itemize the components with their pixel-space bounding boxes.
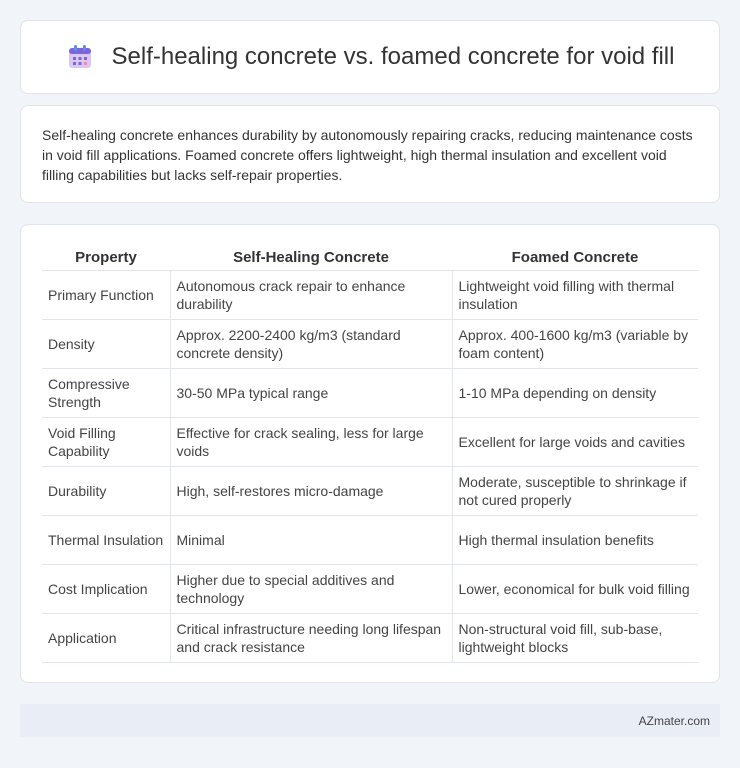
property-cell: Thermal Insulation <box>42 515 170 564</box>
property-cell: Void Filling Capability <box>42 417 170 466</box>
property-cell: Application <box>42 613 170 662</box>
intro-text: Self-healing concrete enhances durability by autonomously repairing cracks, reducing maintenance costs in void fill applications. Foamed concrete offers lightweight, high thermal insulation and excellent void filling capabilities but lacks self-repair properties. <box>42 127 693 183</box>
page-title: Self-healing concrete vs. foamed concrete for void fill <box>111 43 675 70</box>
foamed-cell: Approx. 400-1600 kg/m3 (variable by foam content) <box>452 319 698 368</box>
table-row <box>42 564 698 613</box>
self-healing-cell: High, self-restores micro-damage <box>170 466 452 515</box>
property-cell: Cost Implication <box>42 564 170 613</box>
column-header-self-healing: Self-Healing Concrete <box>170 245 452 270</box>
self-healing-cell: Critical infrastructure needing long lifespan and crack resistance <box>170 613 452 662</box>
table-row <box>42 417 698 466</box>
calendar-icon <box>66 43 94 71</box>
self-healing-cell: Approx. 2200-2400 kg/m3 (standard concrete density) <box>170 319 452 368</box>
property-cell: Primary Function <box>42 270 170 319</box>
self-healing-cell: Higher due to special additives and technology <box>170 564 452 613</box>
property-cell: Compressive Strength <box>42 368 170 417</box>
property-cell: Density <box>42 319 170 368</box>
foamed-cell: High thermal insulation benefits <box>452 515 698 564</box>
table-row <box>42 270 698 319</box>
footer <box>20 704 720 737</box>
property-cell: Durability <box>42 466 170 515</box>
column-header-property: Property <box>42 245 170 270</box>
foamed-cell: Lightweight void filling with thermal insulation <box>452 270 698 319</box>
self-healing-cell: Autonomous crack repair to enhance durability <box>170 270 452 319</box>
table-row <box>42 466 698 515</box>
self-healing-cell: Minimal <box>170 515 452 564</box>
table-row <box>42 613 698 662</box>
intro-card <box>20 105 720 203</box>
table-header-row <box>42 245 698 270</box>
title-card <box>20 20 720 94</box>
table-card <box>20 224 720 683</box>
table-row <box>42 319 698 368</box>
foamed-cell: Excellent for large voids and cavities <box>452 417 698 466</box>
self-healing-cell: Effective for crack sealing, less for large voids <box>170 417 452 466</box>
self-healing-cell: 30-50 MPa typical range <box>170 368 452 417</box>
foamed-cell: Lower, economical for bulk void filling <box>452 564 698 613</box>
foamed-cell: 1-10 MPa depending on density <box>452 368 698 417</box>
comparison-table <box>42 245 698 663</box>
foamed-cell: Moderate, susceptible to shrinkage if not cured properly <box>452 466 698 515</box>
table-row <box>42 515 698 564</box>
foamed-cell: Non-structural void fill, sub-base, lightweight blocks <box>452 613 698 662</box>
column-header-foamed: Foamed Concrete <box>452 245 698 270</box>
footer-site-label: AZmater.com <box>638 713 710 728</box>
table-row <box>42 368 698 417</box>
